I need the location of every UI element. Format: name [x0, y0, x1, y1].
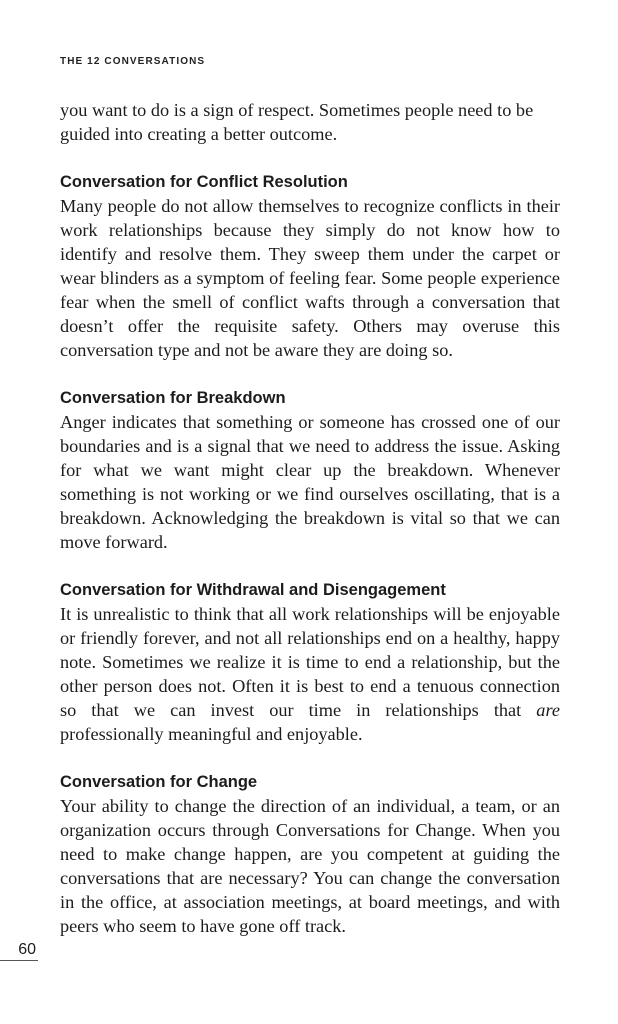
paragraph-text: It is unrealistic to think that all work relationships will be enjoyable or friendly forever, and not all relationships end on a healthy, happy note. Sometimes we realize it is time to end a relationship, but the other person does not. Often it is best to end a tenuous connection so that we can invest our time in relationships that: [60, 604, 560, 720]
intro-paragraph: you want to do is a sign of respect. Sometimes people need to be guided into creating a better outcome.: [60, 100, 534, 144]
section-heading: Conversation for Withdrawal and Disengagement: [60, 581, 446, 599]
running-header: THE 12 CONVERSATIONS: [60, 56, 206, 67]
section-paragraph: [60, 602, 560, 746]
section-withdrawal-disengagement: [60, 578, 560, 746]
section-conflict-resolution: [60, 170, 560, 362]
section-change: [60, 770, 560, 938]
paragraph-text: professionally meaningful and enjoyable.: [60, 724, 363, 744]
section-paragraph: Your ability to change the direction of an individual, a team, or an organization occurs through Conversations for Change. When you need to make change happen, are you competent at guiding the conversations that are necessary? You can change the conversation in the office, at association meetings, at board meetings, and with peers who seem to have gone off track.: [60, 796, 560, 936]
section-breakdown: [60, 386, 560, 554]
section-heading: Conversation for Breakdown: [60, 389, 286, 407]
page-number: 60: [0, 940, 38, 961]
section-paragraph: Anger indicates that something or someone has crossed one of our boundaries and is a signal that we need to address the issue. Asking for what we want might clear up the breakdown. Whenever something is not working or we find ourselves oscillating, that is a breakdown. Acknowledging the breakdown is vital so that we can move forward.: [60, 412, 560, 552]
section-heading: Conversation for Conflict Resolution: [60, 173, 348, 191]
emphasis-text: are: [536, 700, 560, 720]
section-heading: Conversation for Change: [60, 773, 258, 791]
section-paragraph: Many people do not allow themselves to recognize conflicts in their work relationships because they simply do not know how to identify and resolve them. They sweep them under the carpet or wear blinders as a symptom of feeling fear. Some people experience fear when the smell of conflict wafts through a conversation that doesn’t offer the requisite safety. Others may overuse this conversation type and not be aware they are doing so.: [60, 196, 560, 360]
page-body: [60, 98, 560, 938]
